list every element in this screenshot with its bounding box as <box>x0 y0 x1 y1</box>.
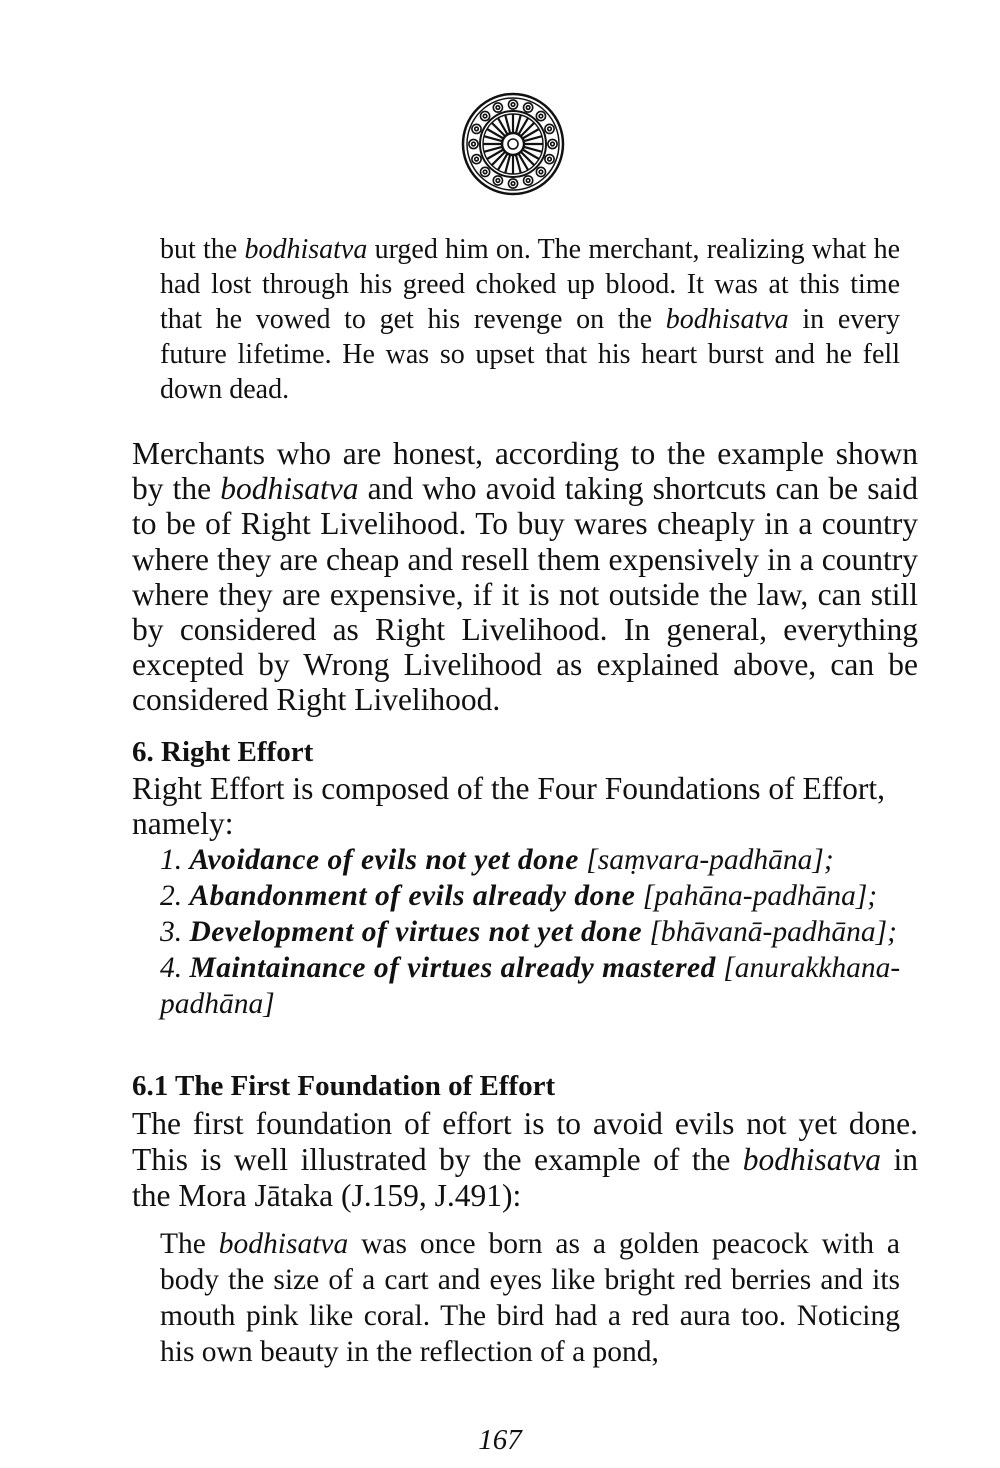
text: was once born as a golden peacock with a body the size of a cart and eyes like bright red berries and its mouth pink like coral. The bird had a red aura too. Noticing his own beauty in the reflection of a pond, <box>160 1228 900 1368</box>
text: Merchants who are honest, according to the example shown by the <box>132 436 918 507</box>
list-item <box>160 842 920 878</box>
list-number: 2. <box>160 880 183 912</box>
list-item <box>160 878 920 914</box>
italic-term: bodhisatva <box>244 234 368 265</box>
text: but the <box>160 234 245 265</box>
list-item <box>160 914 920 950</box>
quote-mora-jataka <box>160 1226 900 1370</box>
page-number: 167 <box>478 1424 522 1456</box>
section-heading-right-effort: 6. Right Effort <box>132 736 314 768</box>
pali-term: [anurakkhana-padhāna] <box>160 952 901 1020</box>
list-item-text: Abandonment of evils already done <box>189 880 636 912</box>
text: The first foundation of effort is to avoid evils not yet done. This is well illustrated by the example of the <box>132 1106 918 1177</box>
list-number: 1. <box>160 844 183 876</box>
text: in the Mora Jātaka (J.159, J.491): <box>132 1142 918 1213</box>
italic-term: bodhisatva <box>218 1228 349 1260</box>
paragraph-right-livelihood <box>132 436 918 718</box>
text: and who avoid taking shortcuts can be said to be of Right Livelihood. To buy wares cheaply in a country where they are cheap and resell them expensively in a country where they are expensive, if it is not outside the law, can still by considered as Right Livelihood. In general, everything excepted by Wrong Livelihood as explained above, can be considered Right Livelihood. <box>132 471 919 718</box>
list-item-text: Development of virtues not yet done <box>189 916 643 948</box>
paragraph-right-effort-intro: Right Effort is composed of the Four Foundations of Effort, namely: <box>132 771 886 841</box>
quote-continuation <box>160 232 900 407</box>
list-item-text: Avoidance of evils not yet done <box>189 844 579 876</box>
list-item-text: Maintainance of virtues already mastered <box>189 952 716 984</box>
pali-term: [saṃvara-padhāna]; <box>586 844 834 876</box>
list-item <box>160 950 920 1022</box>
italic-term: bodhisatva <box>220 471 359 507</box>
text: in every future lifetime. He was so upset that his heart burst and he fell down dead. <box>160 304 900 405</box>
text: The <box>160 1228 219 1260</box>
italic-term: bodhisatva <box>742 1142 882 1177</box>
four-foundations-list <box>160 842 920 1022</box>
text: urged him on. The merchant, realizing what he had lost through his greed choked up blood. It was at this time that he vowed to get his revenge on the <box>160 234 900 335</box>
paragraph-first-foundation <box>132 1106 918 1214</box>
italic-term: bodhisatva <box>665 304 789 335</box>
dharma-wheel-icon <box>461 92 565 196</box>
list-number: 4. <box>160 952 183 984</box>
list-number: 3. <box>160 916 183 948</box>
subsection-heading-first-foundation: 6.1 The First Foundation of Effort <box>132 1070 556 1102</box>
pali-term: [pahāna-padhāna]; <box>642 880 878 912</box>
pali-term: [bhāvanā-padhāna]; <box>649 916 897 948</box>
